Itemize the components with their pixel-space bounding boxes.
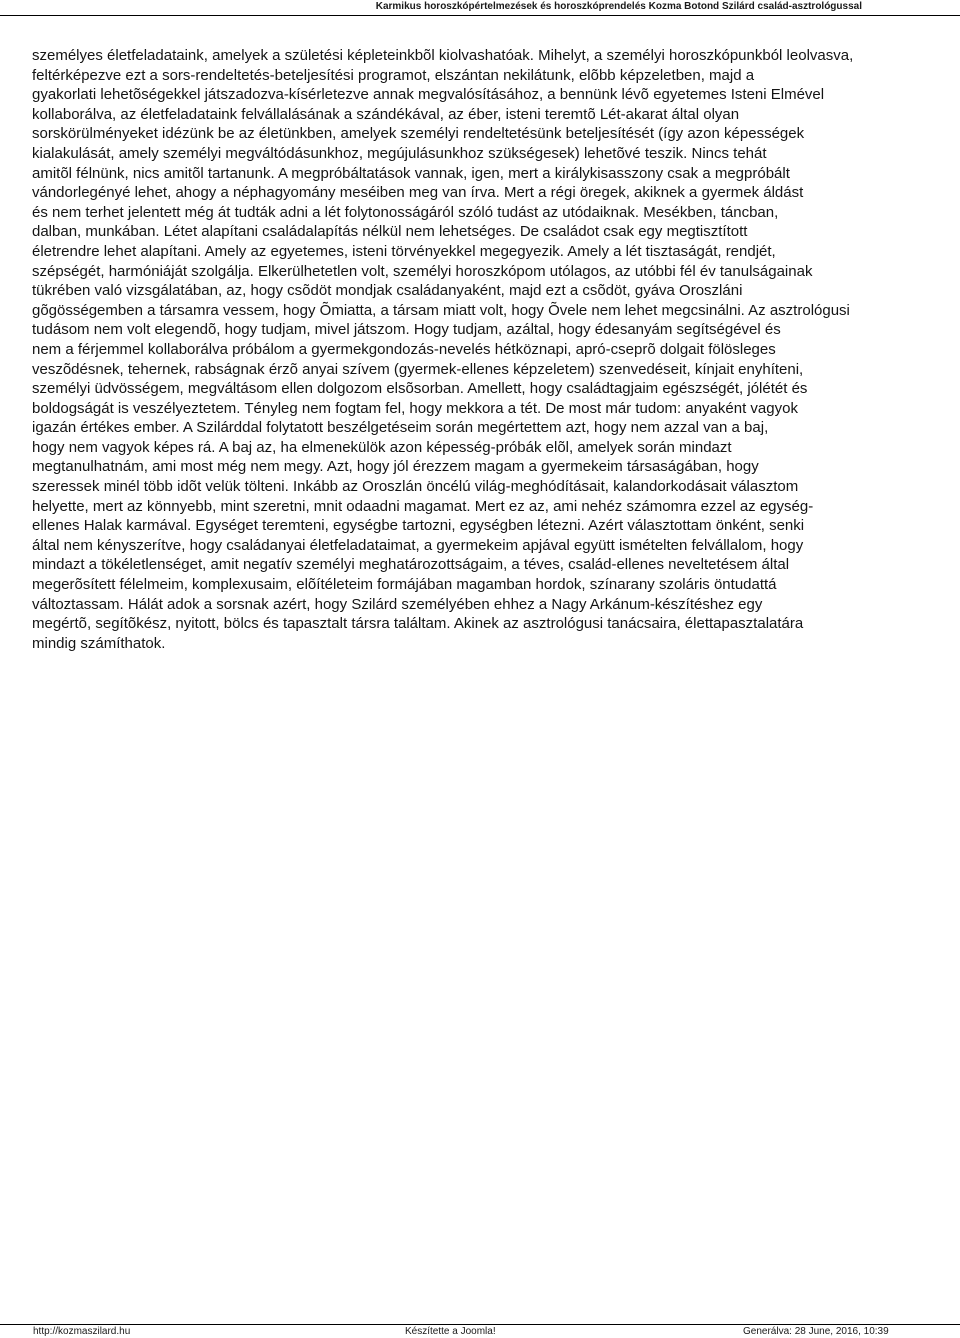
text-line: megtanulhatnám, ami most még nem megy. Azt, hogy jól érezzem magam a gyermekeim társaságában, hogy	[32, 458, 759, 476]
text-line: nem a férjemmel kollaborálva próbálom a gyermekgondozás-nevelés hétköznapi, apró-cseprõ dolgait fölösleges	[32, 340, 776, 358]
text-line: sorskörülményeket idézünk be az életünkben, amelyek személyi rendeltetésünk beteljesítését (így azon képességek	[32, 125, 805, 143]
text-line: által nem kényszerítve, hogy családanyai életfeladataimat, a gyermekeim apjával együtt ismételten felvállalom, hogy	[32, 536, 804, 554]
footer-generated-date: Generálva: 28 June, 2016, 10:39	[743, 1326, 889, 1337]
text-line: helyette, mert az könnyebb, mint szeretni, mnit odaadni magamat. Mert ez az, ami nehéz számomra ezzel az egység-	[32, 497, 814, 515]
text-line: gõgösségemben a társamra vessem, hogy Õmiatta, a társam miatt volt, hogy Õvele nem lehet megcsinálni. Az asztrológusi	[32, 301, 850, 319]
text-line: gyakorlati lehetõségekkel játszadozva-kísérletezve annak megvalósításához, a bennünk lévõ egyetemes Isteni Elmével	[32, 86, 825, 104]
text-line: mindig számíthatok.	[32, 634, 166, 652]
text-line: kollaborálva, az életfeladataink felvállalásának a szándékával, az éber, isteni teremtõ Lét-akarat által olyan	[32, 105, 740, 123]
text-line: szeressek minél több idõt velük tölteni. Inkább az Oroszlán öncélú világ-meghódításait, kalandorkodásait választom	[32, 478, 799, 496]
text-line: tükrében való vizsgálatában, az, hogy csõdöt mondjak családanyaként, majd ezt a csõdöt, gyáva Oroszláni	[32, 282, 743, 300]
text-line: feltérképezve ezt a sors-rendeltetés-beteljesítési programot, elszántan nekilátunk, elõbb képzeletben, majd a	[32, 66, 755, 84]
footer-url: http://kozmaszilard.hu	[33, 1326, 131, 1337]
text-line: személyes életfeladataink, amelyek a születési képleteinkbõl kiolvashatóak. Mihelyt, a személyi horoszkópunkból leolvasva,	[32, 47, 854, 64]
text-line: személyi üdvösségem, megváltásom ellen dolgozom elsõsorban. Amellett, hogy családtagjaim egészségét, jólétét és	[32, 380, 808, 398]
text-line: dalban, munkában. Létet alapítani családalapítás nélkül nem lehetséges. De családot csak egy megtisztított	[32, 223, 748, 241]
text-line: vándorlegényé lehet, ahogy a néphagyomány meséiben meg van írva. Mert a régi öregek, akiknek a gyermek áldást	[32, 184, 804, 202]
text-line: boldogságát is veszélyeztetem. Tényleg nem fogtam fel, hogy mekkora a tét. De most már tudom: anyaként vagyok	[32, 399, 798, 417]
text-line: változtassam. Hálát adok a sorsnak azért, hogy Szilárd személyében ehhez a Nagy Arkánum-készítéshez egy	[32, 595, 763, 613]
article-body	[32, 46, 932, 653]
text-line: hogy nem vagyok képes rá. A baj az, ha elmenekülök azon képesség-próbák elõl, amelyek során mindazt	[32, 438, 732, 456]
text-line: és nem terhet jelentett még át tudták adni a lét folytonosságáról szóló tudást az utódaiknak. Mesékben, táncban,	[32, 203, 779, 221]
header-title: Karmikus horoszkópértelmezések és horoszkóprendelés Kozma Botond Szilárd család-asztrológussal	[375, 1, 862, 12]
text-line: megerõsített félelmeim, komplexusaim, elõítéleteim formájában magamban hordok, színarany szoláris öntudattá	[32, 576, 777, 594]
text-line: szépségét, harmóniáját szolgálja. Elkerülhetetlen volt, személyi horoszkópom utólagos, az utóbbi fél év tanulságainak	[32, 262, 813, 280]
text-line: ellenes Halak karmával. Egységet teremteni, egységbe tartozni, egységben létezni. Azért választottam önként, senki	[32, 517, 805, 535]
text-line: tudásom nem volt elegendõ, hogy tudjam, mivel játszom. Hogy tudjam, azáltal, hogy édesanyám segítségével és	[32, 321, 781, 339]
footer-credit: Készítette a Joomla!	[405, 1326, 496, 1337]
page-footer	[0, 1324, 960, 1338]
text-line: veszõdésnek, tehernek, rabságnak érzõ anyai szívem (gyermek-ellenes képzeletem) szenvedéseit, kínjait enyhíteni,	[32, 360, 804, 378]
text-line: megértõ, segítõkész, nyitott, bölcs és tapasztalt társra találtam. Akinek az asztrológusi tanácsaira, élettapasztalatára	[32, 615, 804, 633]
page-header	[0, 0, 960, 16]
text-line: mindazt a tökéletlenséget, amit negatív személyi meghatározottságaim, a téves, család-ellenes neveltetésem által	[32, 556, 790, 574]
text-line: igazán értékes ember. A Szilárddal folytatott beszélgetéseim során megértettem azt, hogy nem azzal van a baj,	[32, 419, 769, 437]
text-line: amitõl félnünk, nics amitõl tartanunk. A megpróbáltatások vannak, igen, mert a királykisasszony csak a megpróbált	[32, 164, 790, 182]
text-line: életrendre lehet alapítani. Amely az egyetemes, isteni törvényekkel megegyezik. Amely a lét tisztaságát, rendjét,	[32, 242, 776, 260]
text-line: kialakulását, amely személyi megváltódásunkhoz, megújulásunkhoz szükségesek) lehetõvé teszik. Nincs tehát	[32, 144, 767, 162]
